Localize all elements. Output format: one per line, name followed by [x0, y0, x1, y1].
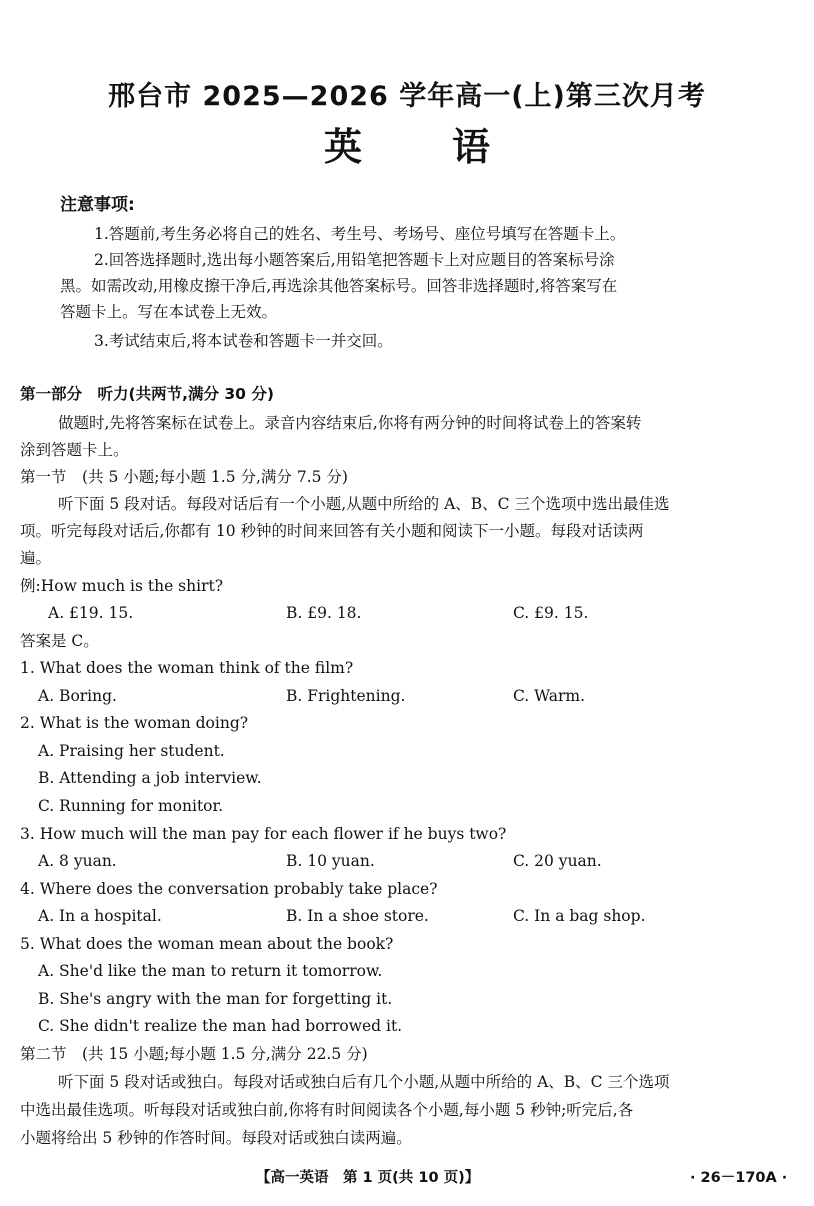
question-2-stem: 2. What is the woman doing? [20, 714, 249, 732]
notice-item-2-line-2: 黑。如需改动,用橡皮擦干净后,再选涂其他答案标号。回答非选择题时,将答案写在 [60, 277, 618, 295]
question-3-option-a: A. 8 yuan. [38, 852, 117, 870]
notice-item-2-line-3: 答题卡上。写在本试卷上无效。 [60, 303, 278, 321]
notice-item-1: 1.答题前,考生务必将自己的姓名、考生号、考场号、座位号填写在答题卡上。 [94, 225, 626, 243]
notice-item-2-line-1: 2.回答选择题时,选出每小题答案后,用铅笔把答题卡上对应题目的答案标号涂 [94, 251, 615, 269]
example-answer: 答案是 C。 [20, 632, 99, 650]
question-5-stem: 5. What does the woman mean about the book? [20, 935, 394, 953]
question-2-option-a: A. Praising her student. [38, 742, 225, 760]
question-4-option-a: A. In a hospital. [38, 907, 162, 925]
question-5-option-b: B. She's angry with the man for forgetting it. [38, 990, 393, 1008]
question-1-option-c: C. Warm. [513, 687, 586, 705]
question-3-option-c: C. 20 yuan. [513, 852, 602, 870]
section1-intro-line-1: 听下面 5 段对话。每段对话后有一个小题,从题中所给的 A、B、C 三个选项中选出最佳选 [58, 495, 670, 513]
notice-item-3: 3.考试结束后,将本试卷和答题卡一并交回。 [94, 332, 393, 350]
question-5-option-a: A. She'd like the man to return it tomorrow. [38, 962, 383, 980]
page-footer-label: 【高一英语 第 1 页(共 10 页)】 [256, 1170, 480, 1186]
section2-intro-line-2: 中选出最佳选项。听每段对话或独白前,你将有时间阅读各个小题,每小题 5 秒钟;听完后,各 [20, 1101, 634, 1119]
question-5-option-c: C. She didn't realize the man had borrowed it. [38, 1017, 403, 1035]
part1-intro-line-1: 做题时,先将答案标在试卷上。录音内容结束后,你将有两分钟的时间将试卷上的答案转 [58, 414, 642, 432]
question-4-stem: 4. Where does the conversation probably take place? [20, 880, 438, 898]
question-4-option-b: B. In a shoe store. [286, 907, 429, 925]
exam-title: 邢台市 2025—2026 学年高一(上)第三次月考 [108, 81, 706, 112]
section2-heading: 第二节 (共 15 小题;每小题 1.5 分,满分 22.5 分) [20, 1045, 368, 1063]
part1-intro-line-2: 涂到答题卡上。 [20, 441, 129, 459]
question-3-option-b: B. 10 yuan. [286, 852, 375, 870]
question-1-stem: 1. What does the woman think of the film? [20, 659, 354, 677]
part1-heading: 第一部分 听力(共两节,满分 30 分) [20, 385, 274, 403]
question-2-option-c: C. Running for monitor. [38, 797, 224, 815]
notice-heading: 注意事项: [60, 195, 135, 215]
question-4-option-c: C. In a bag shop. [513, 907, 646, 925]
subject-title: 英语 [323, 125, 580, 169]
question-1-option-a: A. Boring. [38, 687, 117, 705]
example-option-c: C. £9. 15. [513, 604, 589, 622]
section1-intro-line-3: 遍。 [20, 549, 52, 567]
section2-intro-line-1: 听下面 5 段对话或独白。每段对话或独白后有几个小题,从题中所给的 A、B、C 三个选项 [58, 1073, 670, 1091]
question-3-stem: 3. How much will the man pay for each flower if he buys two? [20, 825, 507, 843]
page-footer-code: · 26－170A · [690, 1170, 788, 1186]
section1-heading: 第一节 (共 5 小题;每小题 1.5 分,满分 7.5 分) [20, 468, 348, 486]
example-option-b: B. £9. 18. [286, 604, 362, 622]
section1-intro-line-2: 项。听完每段对话后,你都有 10 秒钟的时间来回答有关小题和阅读下一小题。每段对话读两 [20, 522, 644, 540]
question-2-option-b: B. Attending a job interview. [38, 769, 262, 787]
example-question: 例:How much is the shirt? [20, 577, 224, 595]
question-1-option-b: B. Frightening. [286, 687, 406, 705]
section2-intro-line-3: 小题将给出 5 秒钟的作答时间。每段对话或独白读两遍。 [20, 1129, 412, 1147]
example-option-a: A. £19. 15. [48, 604, 134, 622]
